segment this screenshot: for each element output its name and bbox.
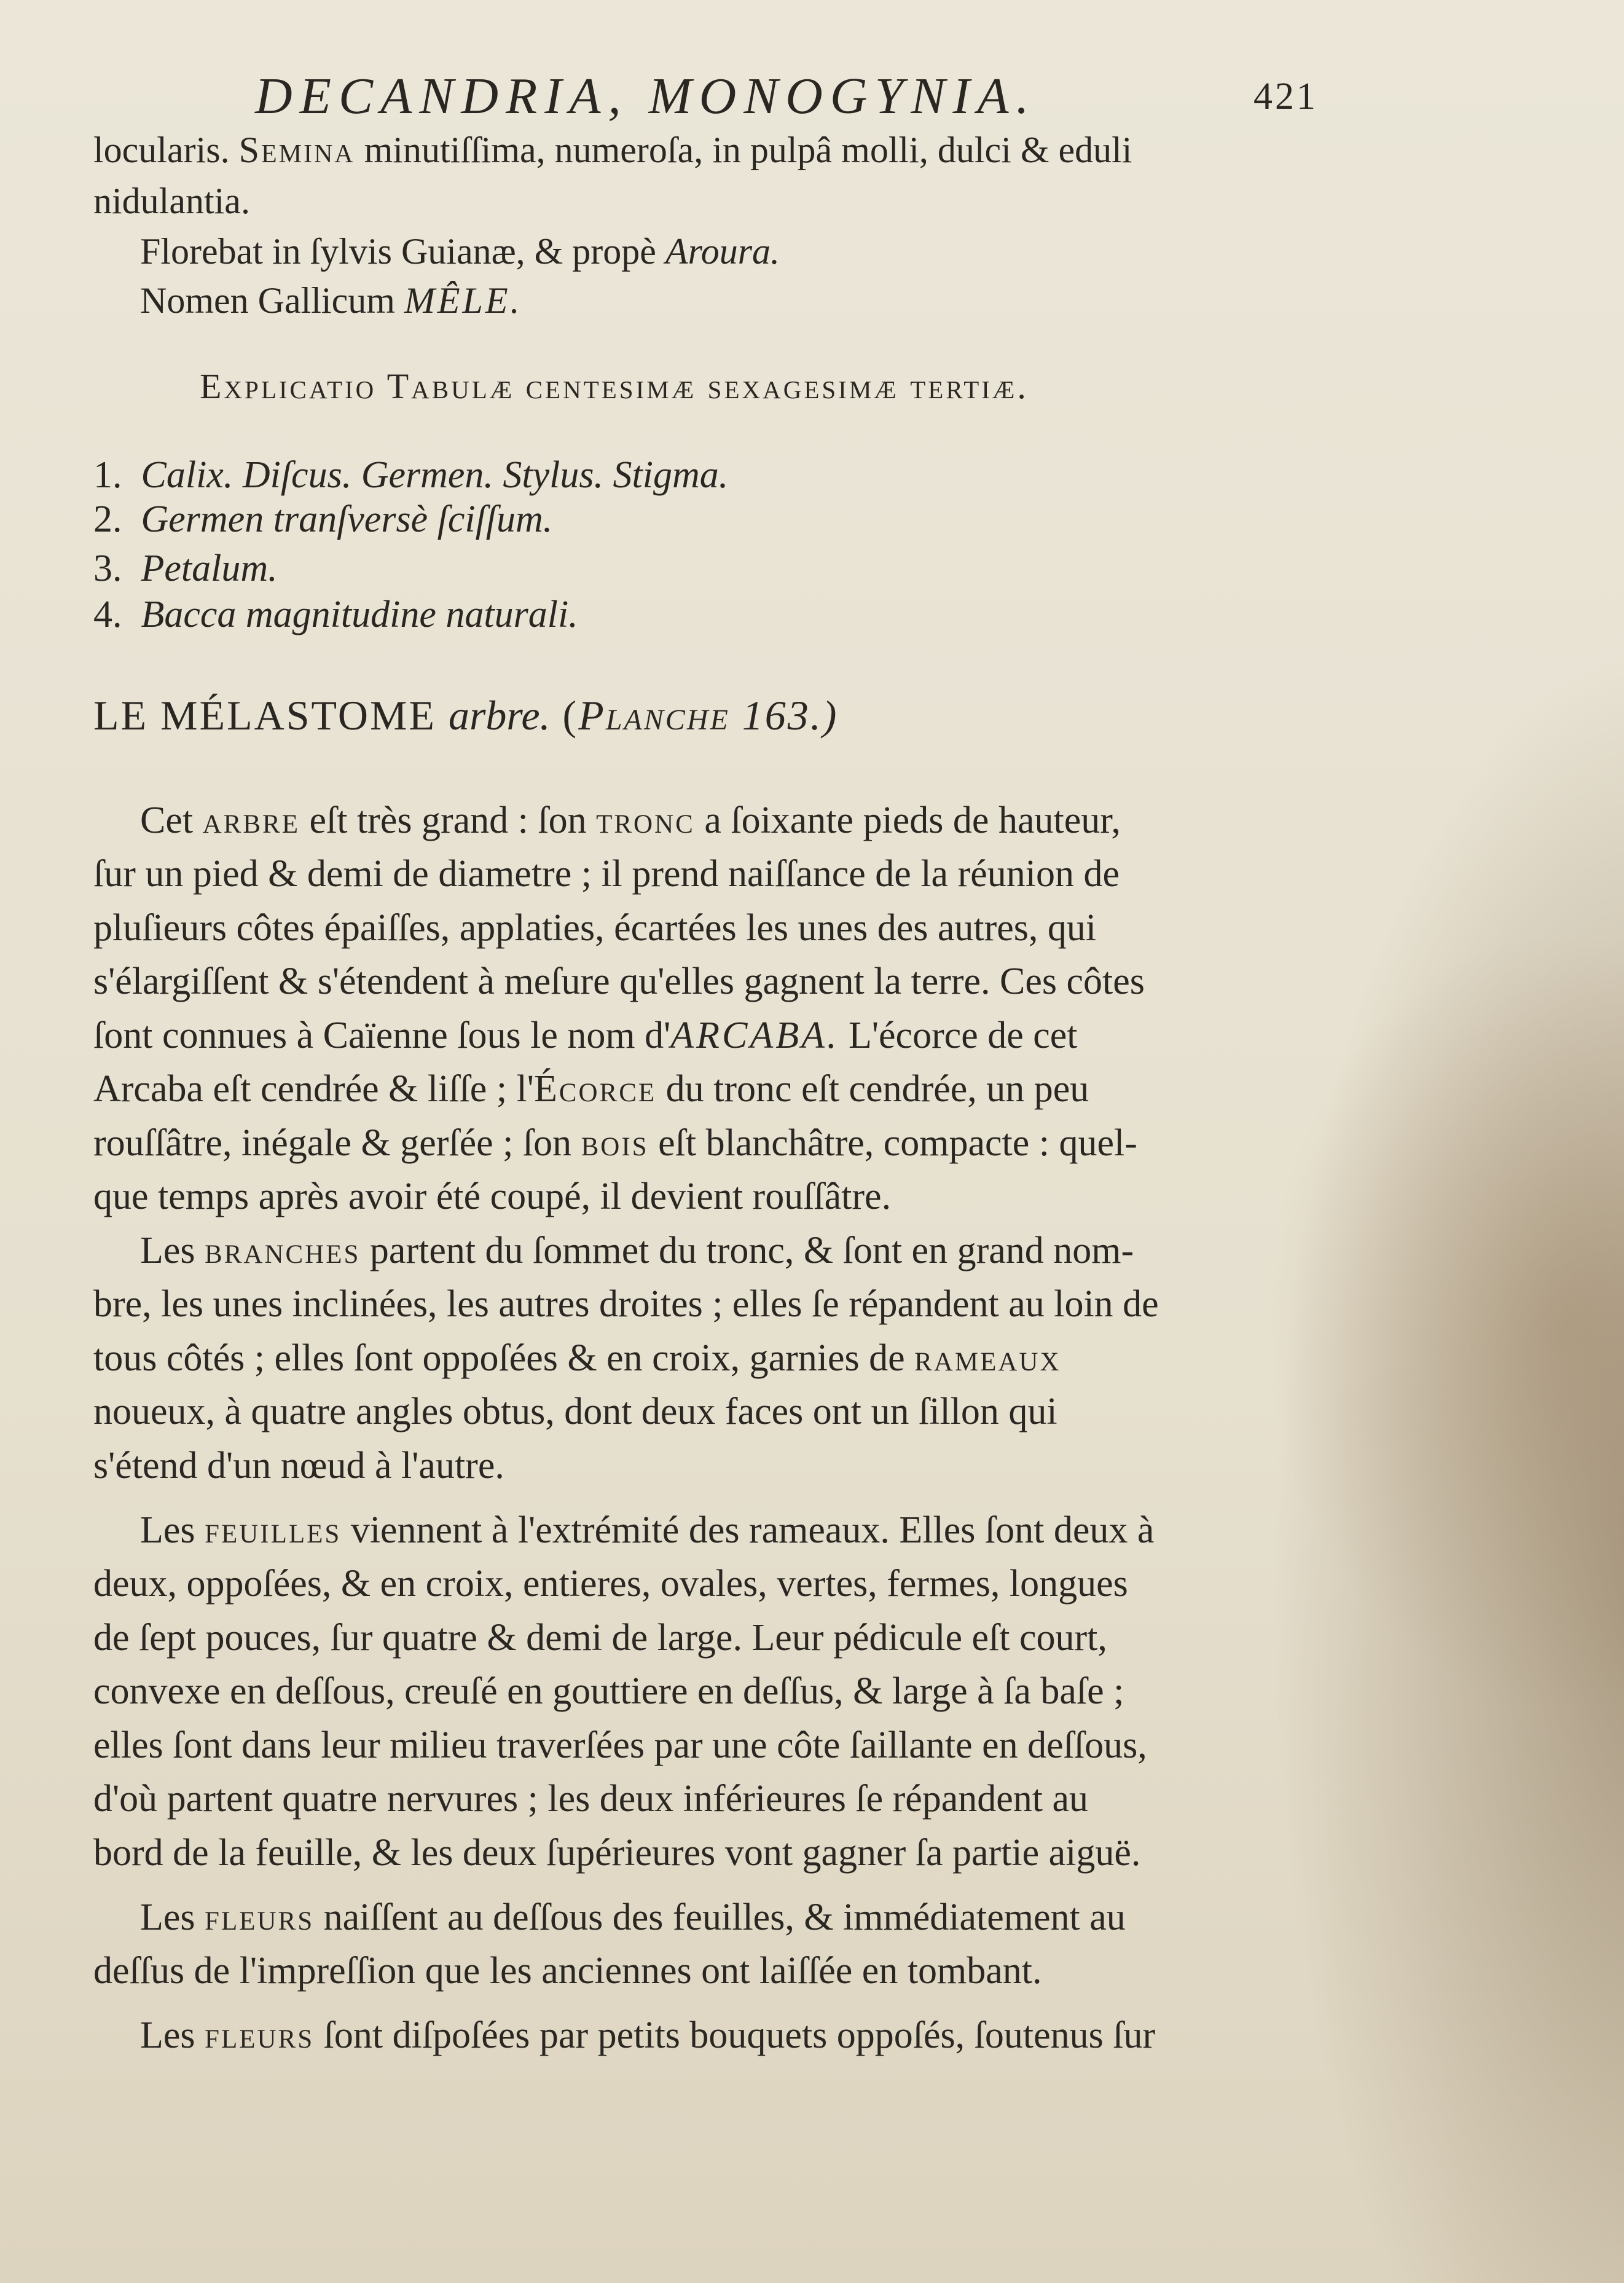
para1-line: Cet arbre eſt très grand : ſon tronc a ſoixante pieds de hauteur, bbox=[140, 800, 1121, 841]
intro-line-1: locularis. Semina minutiſſima, numeroſa, in pulpâ molli, dulci & eduli bbox=[93, 130, 1132, 170]
para4-line: deſſus de l'impreſſion que les anciennes ont laiſſée en tombant. bbox=[93, 1950, 1042, 1992]
para3-line: Les feuilles viennent à l'extrémité des rameaux. Elles ſont deux à bbox=[140, 1509, 1155, 1551]
para3-line: d'où partent quatre nervures ; les deux inférieures ſe répandent au bbox=[93, 1778, 1089, 1820]
explicatio-item: 4. Bacca magnitudine naturali. bbox=[93, 594, 578, 635]
para2-line: Les branches partent du ſommet du tronc, & ſont en grand nom- bbox=[140, 1230, 1134, 1271]
para4-line: Les fleurs naiſſent au deſſous des feuilles, & immédiatement au bbox=[140, 1896, 1126, 1938]
explicatio-heading: Explicatio Tabulæ centesimæ sexagesimæ tertiæ. bbox=[200, 366, 1029, 406]
para1-line: rouſſâtre, inégale & gerſée ; ſon bois eſt blanchâtre, compacte : quel- bbox=[93, 1122, 1137, 1164]
page-number: 421 bbox=[1253, 76, 1318, 117]
para3-line: bord de la feuille, & les deux ſupérieures vont gagner ſa partie aiguë. bbox=[93, 1832, 1141, 1874]
para2-line: tous côtés ; elles ſont oppoſées & en croix, garnies de rameaux bbox=[93, 1337, 1061, 1379]
explicatio-item: 3. Petalum. bbox=[93, 548, 278, 589]
para3-line: deux, oppoſées, & en croix, entieres, ovales, vertes, fermes, longues bbox=[93, 1563, 1128, 1605]
para1-line: que temps après avoir été coupé, il devient rouſſâtre. bbox=[93, 1176, 892, 1217]
para1-line: ſur un pied & demi de diametre ; il prend naiſſance de la réunion de bbox=[93, 853, 1120, 895]
para5-line: Les fleurs ſont diſpoſées par petits bouquets oppoſés, ſoutenus ſur bbox=[140, 2014, 1156, 2056]
intro-line-4: Nomen Gallicum MÊLE. bbox=[140, 280, 522, 321]
para1-line: s'élargiſſent & s'étendent à meſure qu'elles gagnent la terre. Ces côtes bbox=[93, 961, 1145, 1002]
running-header: DECANDRIA, MONOGYNIA. bbox=[255, 68, 1037, 125]
para1-line: Arcaba eſt cendrée & liſſe ; l'Écorce du tronc eſt cendrée, un peu bbox=[93, 1068, 1089, 1110]
para2-line: s'étend d'un nœud à l'autre. bbox=[93, 1445, 504, 1487]
intro-line-2: nidulantia. bbox=[93, 181, 250, 221]
para2-line: bre, les unes inclinées, les autres droites ; elles ſe répandent au loin de bbox=[93, 1283, 1159, 1325]
para1-line: ſont connues à Caïenne ſous le nom d'ARCABA. L'écorce de cet bbox=[93, 1015, 1078, 1056]
para3-line: elles ſont dans leur milieu traverſées par une côte ſaillante en deſſous, bbox=[93, 1724, 1147, 1766]
section-title: LE MÉLASTOME arbre. (Planche 163.) bbox=[93, 692, 839, 739]
para3-line: de ſept pouces, ſur quatre & demi de large. Leur pédicule eſt court, bbox=[93, 1617, 1107, 1659]
explicatio-item: 2. Germen tranſversè ſciſſum. bbox=[93, 498, 553, 540]
explicatio-item: 1. Calix. Diſcus. Germen. Stylus. Stigma. bbox=[93, 454, 729, 496]
para2-line: noueux, à quatre angles obtus, dont deux faces ont un ſillon qui bbox=[93, 1391, 1057, 1432]
para1-line: pluſieurs côtes épaiſſes, applaties, écartées les unes des autres, qui bbox=[93, 907, 1097, 949]
para3-line: convexe en deſſous, creuſé en gouttiere en deſſus, & large à ſa baſe ; bbox=[93, 1670, 1124, 1712]
intro-line-3: Florebat in ſylvis Guianæ, & propè Aroura. bbox=[140, 231, 780, 272]
